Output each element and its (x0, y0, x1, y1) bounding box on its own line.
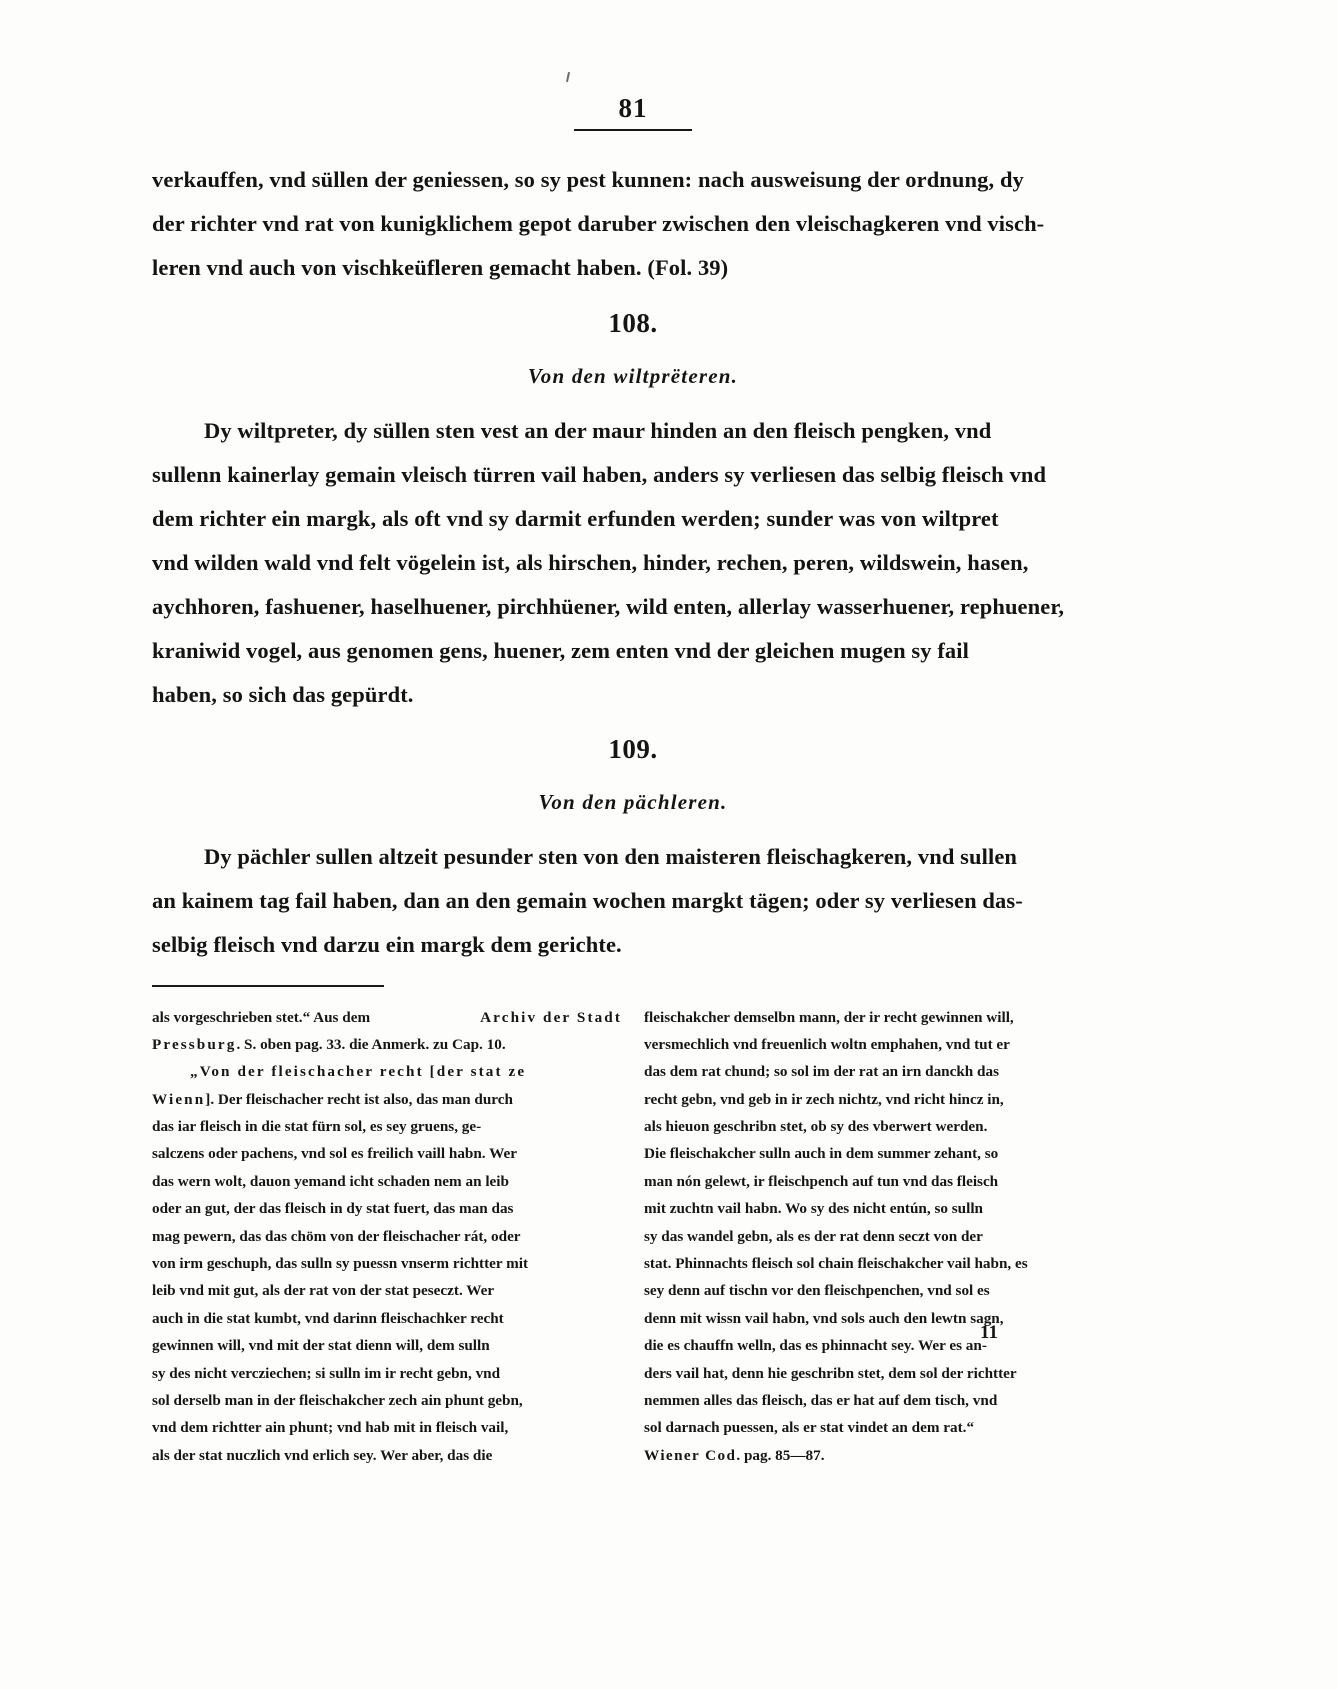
text-line: aychhoren, fashuener, haselhuener, pirchhüener, wild enten, allerlay wasserhuener, rephuener, (152, 593, 1065, 619)
footnote-line: sey denn auf tischn vor den fleischpenchen, vnd sol es (644, 1282, 990, 1300)
footnote-line (644, 1448, 1114, 1463)
text-line: verkauffen, vnd süllen der geniessen, so sy pest kunnen: nach ausweisung der ordnung, dy (152, 167, 1024, 192)
signature-mark: 11 (980, 1322, 998, 1343)
footnote-separator-rule (152, 985, 384, 987)
section-number: 109. (608, 734, 658, 764)
page-number: 81 (618, 93, 648, 123)
footnote-line: als hieuon geschribn stet, ob sy des vberwert werden. (644, 1118, 988, 1136)
text-line: haben, so sich das gepürdt. (152, 681, 414, 707)
footnote-line: salczens oder pachens, vnd sol es freilich vaill habn. Wer (152, 1145, 517, 1163)
footnote-line: mit zuchtn vail habn. Wo sy des nicht entún, so sulln (644, 1200, 983, 1218)
footnote-line: mag pewern, das das chöm von der fleischacher rát, oder (152, 1227, 521, 1245)
footnote-line: nemmen alles das fleisch, das er hat auf dem tisch, vnd (644, 1391, 998, 1409)
text-line: der richter vnd rat von kunigklichem gepot daruber zwischen den vleischagkeren vnd visch- (152, 211, 1045, 236)
footnote-emphasis: Wienn (152, 1090, 206, 1108)
footnote-emphasis: Pressburg (152, 1035, 237, 1053)
footnote-text: . S. oben pag. 33. die Anmerk. zu Cap. 10. (236, 1035, 506, 1053)
text-line: selbig fleisch vnd darzu ein margk dem gerichte. (152, 932, 622, 957)
footnote-line: stat. Phinnachts fleisch sol chain fleischakcher vail habn, es (644, 1255, 1028, 1273)
footnote-column-right (644, 1010, 1114, 1476)
footnote-line (152, 1037, 622, 1052)
text-line: an kainem tag fail haben, dan an den gemain wochen margkt tägen; oder sy verliesen das- (152, 888, 1023, 913)
footnote-line: sol darnach puessen, als er stat vindet an dem rat.“ (644, 1419, 975, 1437)
footnote-line: vnd dem richtter ain phunt; vnd hab mit in fleisch vail, (152, 1419, 509, 1437)
footnote-line: oder an gut, der das fleisch in dy stat fuert, das man das (152, 1200, 514, 1218)
footnote-line: das iar fleisch in die stat fürn sol, es sey gruens, ge- (152, 1118, 482, 1136)
text-line: leren vnd auch von vischkeüfleren gemacht haben. (Fol. 39) (152, 255, 729, 280)
page-header (152, 0, 1114, 131)
footnote-line (152, 1064, 622, 1079)
footnote-line: sol derselb man in der fleischakcher zech ain phunt gebn, (152, 1391, 523, 1409)
footnote-line: auch in die stat kumbt, vnd darinn fleischachker recht (152, 1309, 504, 1327)
footnote-line (152, 1010, 622, 1025)
text-line: Dy wiltpreter, dy süllen sten vest an der maur hinden an den fleisch pengken, vnd (204, 417, 992, 443)
footnote-line: gewinnen will, vnd mit der stat dienn will, dem sulln (152, 1337, 490, 1355)
footnote-area (152, 1010, 1114, 1476)
section-title-text: Von den pächleren. (538, 790, 728, 814)
footnote-line: man nón gelewt, ir fleischpench auf tun vnd das fleisch (644, 1172, 999, 1190)
footnote-emphasis: „Von der fleischacher recht [der stat ze (190, 1063, 527, 1081)
footnote-line: sy des nicht vercziechen; si sulln im ir recht gebn, vnd (152, 1364, 501, 1382)
footnote-line: denn mit wissn vail habn, vnd sols auch den lewtn sagn, (644, 1309, 1004, 1327)
footnote-text: . pag. 85—87. (736, 1446, 825, 1464)
section-title-text: Von den wiltprëteren. (527, 363, 739, 388)
footnote-text: als vorgeschrieben stet.“ Aus dem (152, 1008, 371, 1026)
footnote-line: das wern wolt, dauon yemand icht schaden nem an leib (152, 1172, 509, 1190)
section-title (152, 363, 1114, 388)
page-content (152, 0, 1114, 1475)
text-line: kraniwid vogel, aus genomen gens, huener, zem enten vnd der gleichen mugen sy fail (152, 637, 969, 663)
footnote-line: ders vail hat, denn hie geschribn stet, dem sol der richtter (644, 1364, 1017, 1382)
section-number: 108. (608, 307, 658, 338)
text-line: Dy pächler sullen altzeit pesunder sten von den maisteren fleischagkeren, vnd sullen (204, 844, 1018, 869)
footnote-line: recht gebn, vnd geb in ir zech nichtz, vnd richt hincz in, (644, 1090, 1004, 1108)
footnote-line (152, 1092, 622, 1107)
text-line: dem richter ein margk, als oft vnd sy darmit erfunden werden; sunder was von wiltpret (152, 505, 999, 531)
section-title (152, 792, 1114, 813)
footnote-line: als der stat nuczlich vnd erlich sey. Wer aber, das die (152, 1446, 493, 1464)
footnote-column-left (152, 1010, 622, 1476)
footnote-line: leib vnd mit gut, als der rat von der stat peseczt. Wer (152, 1282, 495, 1300)
footnote-line: von irm geschuph, das sulln sy puessn vnserm richtter mit (152, 1255, 529, 1273)
section-108 (152, 307, 1114, 707)
footnote-line: fleischakcher demselbn mann, der ir recht gewinnen will, (644, 1008, 1014, 1026)
main-text (152, 169, 1114, 957)
footnote-line: die es chauffn welln, das es phinnacht sey. Wer es an- (644, 1337, 987, 1355)
opening-paragraph (152, 169, 1114, 280)
footnote-line: versmechlich vnd freuenlich woltn emphahen, vnd tut er (644, 1035, 1010, 1053)
footnote-text: ]. Der fleischacher recht ist also, das man durch (205, 1090, 513, 1108)
text-line: sullenn kainerlay gemain vleisch türren vail haben, anders sy verliesen das selbig fleisch vnd (152, 461, 1047, 487)
section-109 (152, 736, 1114, 957)
footnote-line: sy das wandel gebn, als es der rat denn seczt von der (644, 1227, 983, 1245)
footnote-line: das dem rat chund; so sol im der rat an irn danckh das (644, 1063, 999, 1081)
footnote-emphasis: Archiv der Stadt (480, 1008, 622, 1026)
text-line: vnd wilden wald vnd felt vögelein ist, als hirschen, hinder, rechen, peren, wildswein, hasen, (152, 549, 1029, 575)
header-rule (574, 129, 692, 131)
footnote-emphasis: Wiener Cod (644, 1446, 737, 1464)
footnote-line: Die fleischakcher sulln auch in dem summer zehant, so (644, 1145, 999, 1163)
